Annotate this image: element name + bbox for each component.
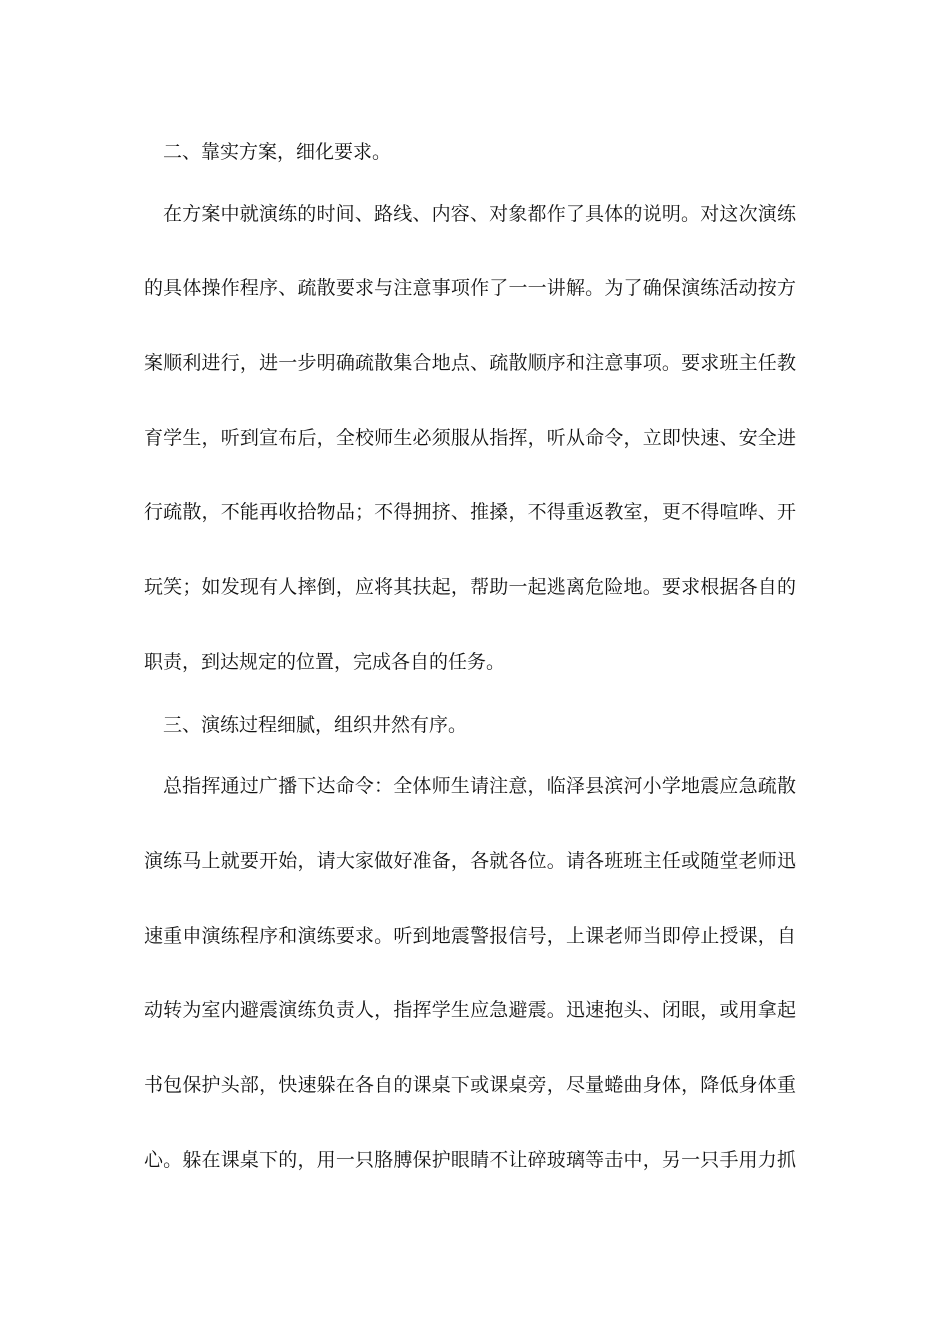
paragraph-line: 育学生，听到宣布后，全校师生必须服从指挥，听从命令，立即快速、安全进: [144, 427, 796, 449]
paragraph-line: 职责，到达规定的位置，完成各自的任务。: [144, 651, 506, 673]
paragraph-line: 心。躲在课桌下的，用一只胳膊保护眼睛不让碎玻璃等击中，另一只手用力抓: [144, 1149, 796, 1171]
paragraph-line: 的具体操作程序、疏散要求与注意事项作了一一讲解。为了确保演练活动按方: [144, 277, 796, 299]
paragraph-line: 速重申演练程序和演练要求。听到地震警报信号，上课老师当即停止授课，自: [144, 925, 796, 947]
paragraph-line: 在方案中就演练的时间、路线、内容、对象都作了具体的说明。对这次演练: [163, 203, 796, 225]
section-heading-2: 二、靠实方案，细化要求。: [163, 141, 392, 163]
paragraph-line: 行疏散，不能再收拾物品；不得拥挤、推搡，不得重返教室，更不得喧哗、开: [144, 501, 796, 523]
paragraph-line: 书包保护头部，快速躲在各自的课桌下或课桌旁，尽量蜷曲身体，降低身体重: [144, 1074, 796, 1096]
paragraph-line: 玩笑；如发现有人摔倒，应将其扶起，帮助一起逃离危险地。要求根据各自的: [144, 576, 796, 598]
paragraph-line: 动转为室内避震演练负责人，指挥学生应急避震。迅速抱头、闭眼，或用拿起: [144, 999, 796, 1021]
paragraph-line: 总指挥通过广播下达命令：全体师生请注意，临泽县滨河小学地震应急疏散: [163, 775, 796, 797]
paragraph-line: 演练马上就要开始，请大家做好准备，各就各位。请各班班主任或随堂老师迅: [144, 850, 796, 872]
paragraph-line: 案顺利进行，进一步明确疏散集合地点、疏散顺序和注意事项。要求班主任教: [144, 352, 796, 374]
section-heading-3: 三、演练过程细腻，组织井然有序。: [163, 714, 468, 736]
